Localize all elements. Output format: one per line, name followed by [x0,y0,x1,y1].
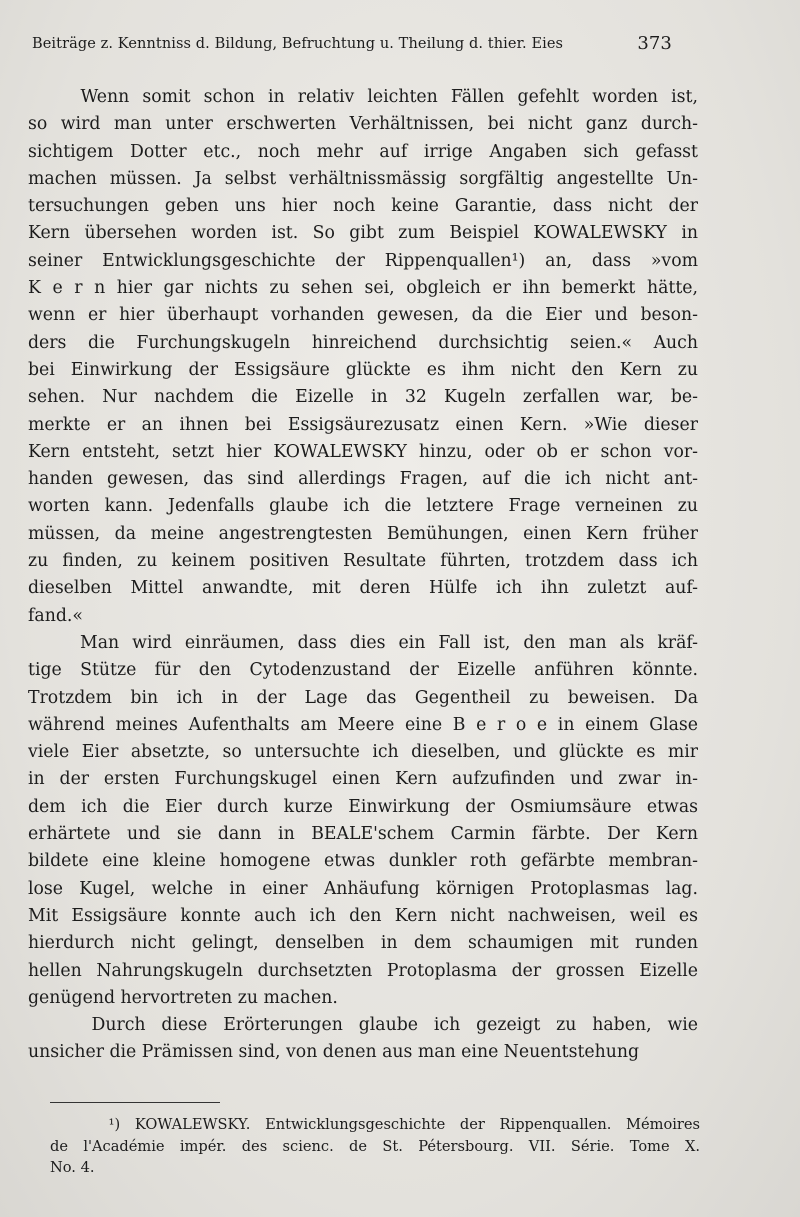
paragraph [28,1012,698,1067]
text-line: in der ersten Furchungskugel einen Kern aufzufinden und zwar in- [28,769,698,790]
text-line: handen gewesen, das sind allerdings Fragen, auf die ich nicht ant- [28,469,698,490]
paragraph [28,630,698,1012]
text-line: während meines Aufenthalts am Meere eine B e r o e in einem Glase [28,714,698,735]
text-line: Mit Essigsäure konnte auch ich den Kern nicht nachweisen, weil es [28,905,698,926]
text-line: worten kann. Jedenfalls glaube ich die letztere Frage verneinen zu [28,496,698,517]
text-line: hellen Nahrungskugeln durchsetzten Protoplasma der grossen Eizelle [28,960,698,981]
footnote [50,1114,700,1179]
text-line: unsicher die Prämissen sind, von denen aus man eine Neuentstehung [28,1042,640,1063]
text-line: Kern entsteht, setzt hier KOWALEWSKY hinzu, oder ob er schon vor- [28,441,698,462]
text-line: zu finden, zu keinem positiven Resultate führten, trotzdem dass ich [28,551,698,572]
text-line: dieselben Mittel anwandte, mit deren Hülfe ich ihn zuletzt auf- [28,578,698,599]
paragraph [28,84,698,630]
text-line: sehen. Nur nachdem die Eizelle in 32 Kugeln zerfallen war, be- [28,387,698,408]
text-line: sichtigem Dotter etc., noch mehr auf irrige Angaben sich gefasst [28,141,698,162]
text-line: Trotzdem bin ich in der Lage das Gegentheil zu beweisen. Da [28,687,698,708]
text-line: wenn er hier überhaupt vorhanden gewesen, da die Eier und beson- [28,305,698,326]
text-line: machen müssen. Ja selbst verhältnissmässig sorgfältig angestellte Un- [28,168,698,189]
text-line: hierdurch nicht gelingt, denselben in dem schaumigen mit runden [28,933,698,954]
text-line: K e r n hier gar nichts zu sehen sei, obgleich er ihn bemerkt hätte, [28,278,698,299]
text-line: seiner Entwicklungsgeschichte der Rippenquallen¹) an, dass »vom [28,250,698,271]
text-line: Durch diese Erörterungen glaube ich gezeigt zu haben, wie [28,1015,698,1036]
running-title: Beiträge z. Kenntniss d. Bildung, Befruchtung u. Theilung d. thier. Eies [32,36,564,52]
footnote-rule [50,1102,220,1103]
page-number: 373 [637,33,672,54]
text-line: Kern übersehen worden ist. So gibt zum Beispiel KOWALEWSKY in [28,223,698,244]
running-header [32,33,672,58]
footnote-line: de l'Académie impér. des scienc. de St. Pétersbourg. VII. Série. Tome X. [50,1137,700,1155]
text-line: tersuchungen geben uns hier noch keine Garantie, dass nicht der [28,196,698,217]
text-line: bei Einwirkung der Essigsäure glückte es ihm nicht den Kern zu [28,359,698,380]
text-line: bildete eine kleine homogene etwas dunkler roth gefärbte membran- [28,851,698,872]
text-line: lose Kugel, welche in einer Anhäufung körnigen Protoplasmas lag. [28,878,698,899]
text-line: viele Eier absetzte, so untersuchte ich dieselben, und glückte es mir [28,742,698,763]
text-line: ders die Furchungskugeln hinreichend durchsichtig seien.« Auch [28,332,698,353]
footnote-line: No. 4. [50,1159,95,1176]
text-line: Man wird einräumen, dass dies ein Fall ist, den man als kräf- [28,632,698,653]
text-line: Wenn somit schon in relativ leichten Fällen gefehlt worden ist, [28,87,698,107]
footnote-line: ¹) KOWALEWSKY. Entwicklungsgeschichte der Rippenquallen. Mémoires [50,1116,700,1133]
text-line: dem ich die Eier durch kurze Einwirkung der Osmiumsäure etwas [28,796,698,817]
text-line: merkte er an ihnen bei Essigsäurezusatz einen Kern. »Wie dieser [28,414,698,435]
text-line: fand.« [28,605,83,626]
text-line: so wird man unter erschwerten Verhältnissen, bei nicht ganz durch- [28,114,698,135]
text-line: müssen, da meine angestrengtesten Bemühungen, einen Kern früher [28,523,698,544]
text-line: tige Stütze für den Cytodenzustand der Eizelle anführen könnte. [28,660,698,681]
text-line: genügend hervortreten zu machen. [28,987,338,1008]
body-text [28,84,698,1067]
text-line: erhärtete und sie dann in BEALE'schem Carmin färbte. Der Kern [28,824,698,845]
